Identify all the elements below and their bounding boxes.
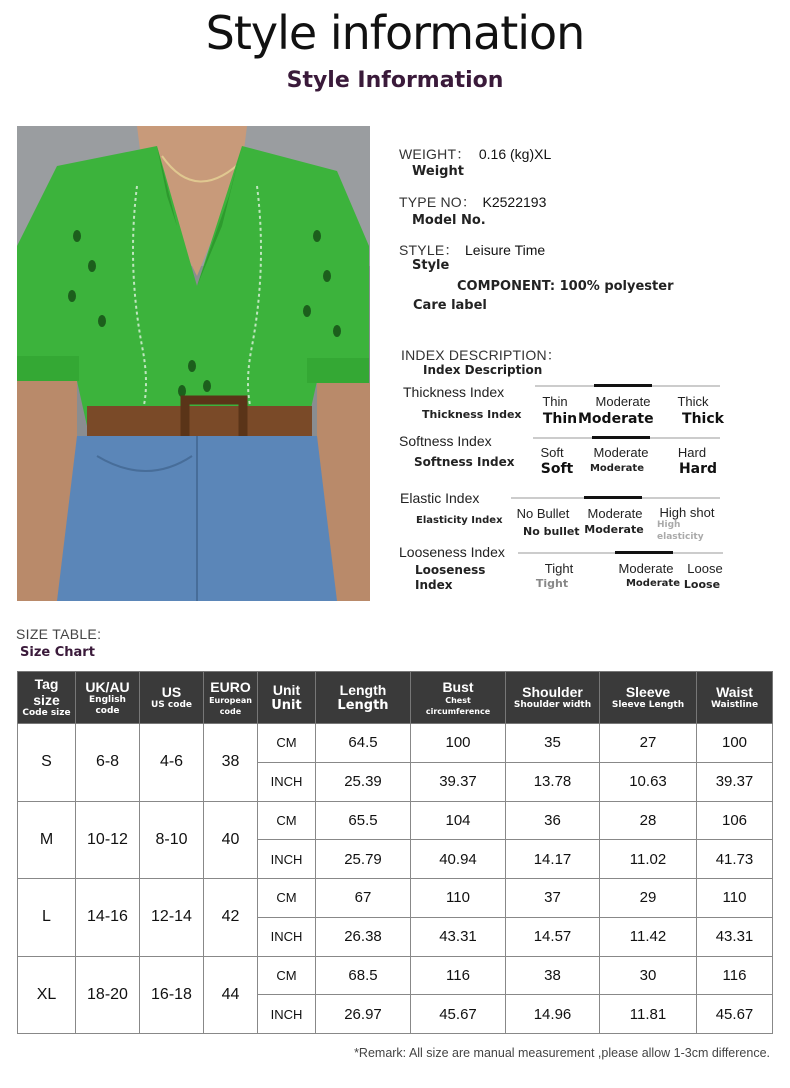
looseness-sub-tight: Tight xyxy=(535,577,569,590)
bust-cell: 116 xyxy=(411,956,506,995)
page-title: Style information xyxy=(205,6,585,60)
shoulder-cell: 37 xyxy=(506,879,600,918)
looseness-index-sub: Looseness Index xyxy=(415,563,486,592)
looseness-opt-loose: Loose xyxy=(687,561,723,576)
elastic-sub-moderate: Moderate xyxy=(584,523,644,536)
thickness-opt-thin: Thin xyxy=(542,394,568,409)
waist-cell: 100 xyxy=(697,724,773,763)
euro-cell: 42 xyxy=(204,879,258,957)
shoulder-cell: 14.96 xyxy=(506,995,600,1034)
length-cell: 67 xyxy=(316,879,411,918)
sleeve-cell: 11.81 xyxy=(600,995,697,1034)
size-cell: XL xyxy=(18,956,76,1034)
thickness-sub-thin: Thin xyxy=(542,411,578,427)
header-length: Length Length xyxy=(316,672,411,724)
softness-index-label: Softness Index xyxy=(399,433,492,449)
sleeve-cell: 28 xyxy=(600,801,697,840)
thickness-opt-moderate: Moderate xyxy=(595,394,651,409)
style-value: Leisure Time xyxy=(465,242,546,258)
thickness-sub-moderate: Moderate xyxy=(578,411,654,427)
looseness-index-label: Looseness Index xyxy=(399,544,505,560)
thickness-index-label: Thickness Index xyxy=(403,384,505,400)
waist-cell: 39.37 xyxy=(697,762,773,801)
header-shoulder: Shoulder Shoulder width xyxy=(506,672,600,724)
bust-cell: 104 xyxy=(411,801,506,840)
thickness-opt-thick: Thick xyxy=(677,394,709,409)
bust-cell: 45.67 xyxy=(411,995,506,1034)
thickness-selected-marker xyxy=(594,384,652,387)
unit-cell: INCH xyxy=(258,840,316,879)
shoulder-cell: 36 xyxy=(506,801,600,840)
sleeve-cell: 27 xyxy=(600,724,697,763)
bust-cell: 40.94 xyxy=(411,840,506,879)
elastic-opt-nobullet: No Bullet xyxy=(516,506,570,521)
us-cell: 4-6 xyxy=(140,724,204,802)
size-table-header xyxy=(18,672,773,724)
elastic-index-label: Elastic Index xyxy=(400,490,480,506)
sleeve-cell: 30 xyxy=(600,956,697,995)
looseness-selected-marker xyxy=(615,551,673,554)
looseness-sub-moderate: Moderate xyxy=(625,578,680,589)
length-cell: 68.5 xyxy=(316,956,411,995)
us-cell: 8-10 xyxy=(140,801,204,879)
shoulder-cell: 14.57 xyxy=(506,917,600,956)
size-cell: L xyxy=(18,879,76,957)
uk-cell: 18-20 xyxy=(76,956,140,1034)
length-cell: 26.38 xyxy=(316,917,411,956)
size-cell: S xyxy=(18,724,76,802)
type-value: K2522193 xyxy=(482,194,547,210)
unit-cell: CM xyxy=(258,724,316,763)
waist-cell: 110 xyxy=(697,879,773,918)
bust-cell: 100 xyxy=(411,724,506,763)
table-row xyxy=(18,801,773,840)
unit-cell: INCH xyxy=(258,917,316,956)
sleeve-cell: 11.42 xyxy=(600,917,697,956)
style-sub: Style xyxy=(412,258,450,273)
length-cell: 26.97 xyxy=(316,995,411,1034)
euro-cell: 44 xyxy=(204,956,258,1034)
weight-label: WEIGHT： xyxy=(399,146,471,162)
waist-cell: 106 xyxy=(697,801,773,840)
type-label: TYPE NO： xyxy=(399,194,477,210)
softness-sub-hard: Hard xyxy=(678,461,718,477)
us-cell: 12-14 xyxy=(140,879,204,957)
softness-opt-soft: Soft xyxy=(540,445,564,460)
elastic-sub-nobullet: No bullet xyxy=(523,525,580,538)
thickness-sub-thick: Thick xyxy=(682,411,724,427)
softness-index-sub: Softness Index xyxy=(414,455,515,469)
uk-cell: 6-8 xyxy=(76,724,140,802)
softness-sub-soft: Soft xyxy=(540,461,574,477)
elastic-index-sub: Elasticity Index xyxy=(416,515,503,526)
header-tag-size: Tag size Code size xyxy=(18,672,76,724)
elastic-selected-marker xyxy=(584,496,642,499)
header-euro: EURO European code xyxy=(204,672,258,724)
waist-cell: 116 xyxy=(697,956,773,995)
bust-cell: 39.37 xyxy=(411,762,506,801)
looseness-opt-tight: Tight xyxy=(544,561,574,576)
softness-opt-moderate: Moderate xyxy=(593,445,649,460)
table-row xyxy=(18,879,773,918)
us-cell: 16-18 xyxy=(140,956,204,1034)
header-bust: Bust Chest circumference xyxy=(411,672,506,724)
euro-cell: 40 xyxy=(204,801,258,879)
shoulder-cell: 38 xyxy=(506,956,600,995)
index-label: INDEX DESCRIPTION： xyxy=(401,347,561,363)
softness-opt-hard: Hard xyxy=(677,445,707,460)
style-row xyxy=(399,240,545,260)
bust-cell: 110 xyxy=(411,879,506,918)
elastic-opt-highshot: High shot xyxy=(659,505,715,520)
sleeve-cell: 10.63 xyxy=(600,762,697,801)
product-photo xyxy=(17,126,370,601)
euro-cell: 38 xyxy=(204,724,258,802)
sleeve-cell: 29 xyxy=(600,879,697,918)
style-label: STYLE： xyxy=(399,242,459,258)
header-unit: Unit Unit xyxy=(258,672,316,724)
size-table xyxy=(17,671,773,1034)
remark-note: *Remark: All size are manual measurement ,please allow 1-3cm difference. xyxy=(354,1046,770,1060)
weight-value: 0.16 (kg)XL xyxy=(478,146,552,162)
index-sub: Index Description xyxy=(423,363,543,377)
waist-cell: 41.73 xyxy=(697,840,773,879)
uk-cell: 10-12 xyxy=(76,801,140,879)
softness-sub-moderate: Moderate xyxy=(589,463,644,474)
unit-cell: INCH xyxy=(258,995,316,1034)
type-sub: Model No. xyxy=(412,213,486,228)
page-subtitle: Style Information xyxy=(286,68,504,93)
shoulder-cell: 13.78 xyxy=(506,762,600,801)
header-sleeve: Sleeve Sleeve Length xyxy=(600,672,697,724)
type-row xyxy=(399,192,546,212)
size-table-label: SIZE TABLE: xyxy=(16,626,102,642)
shoulder-cell: 35 xyxy=(506,724,600,763)
waist-cell: 45.67 xyxy=(697,995,773,1034)
table-row xyxy=(18,724,773,763)
bust-cell: 43.31 xyxy=(411,917,506,956)
weight-sub: Weight xyxy=(412,164,464,179)
uk-cell: 14-16 xyxy=(76,879,140,957)
elastic-opt-moderate: Moderate xyxy=(587,506,643,521)
component-value: COMPONENT: 100% polyester xyxy=(457,279,674,294)
weight-row xyxy=(399,144,551,164)
unit-cell: INCH xyxy=(258,762,316,801)
length-cell: 25.39 xyxy=(316,762,411,801)
shoulder-cell: 14.17 xyxy=(506,840,600,879)
length-cell: 25.79 xyxy=(316,840,411,879)
waist-cell: 43.31 xyxy=(697,917,773,956)
length-cell: 65.5 xyxy=(316,801,411,840)
elastic-sub-highelasticity: High elasticity xyxy=(657,520,704,542)
softness-selected-marker xyxy=(592,436,650,439)
component-sub: Care label xyxy=(413,298,487,313)
size-cell: M xyxy=(18,801,76,879)
sleeve-cell: 11.02 xyxy=(600,840,697,879)
header-uk-au: UK/AU English code xyxy=(76,672,140,724)
thickness-index-sub: Thickness Index xyxy=(422,408,522,421)
header-waist: Waist Waistline xyxy=(697,672,773,724)
looseness-sub-loose: Loose xyxy=(683,578,721,591)
table-row xyxy=(18,956,773,995)
length-cell: 64.5 xyxy=(316,724,411,763)
unit-cell: CM xyxy=(258,801,316,840)
unit-cell: CM xyxy=(258,956,316,995)
looseness-opt-moderate: Moderate xyxy=(618,561,674,576)
unit-cell: CM xyxy=(258,879,316,918)
header-us: US US code xyxy=(140,672,204,724)
size-chart-label: Size Chart xyxy=(20,645,95,660)
